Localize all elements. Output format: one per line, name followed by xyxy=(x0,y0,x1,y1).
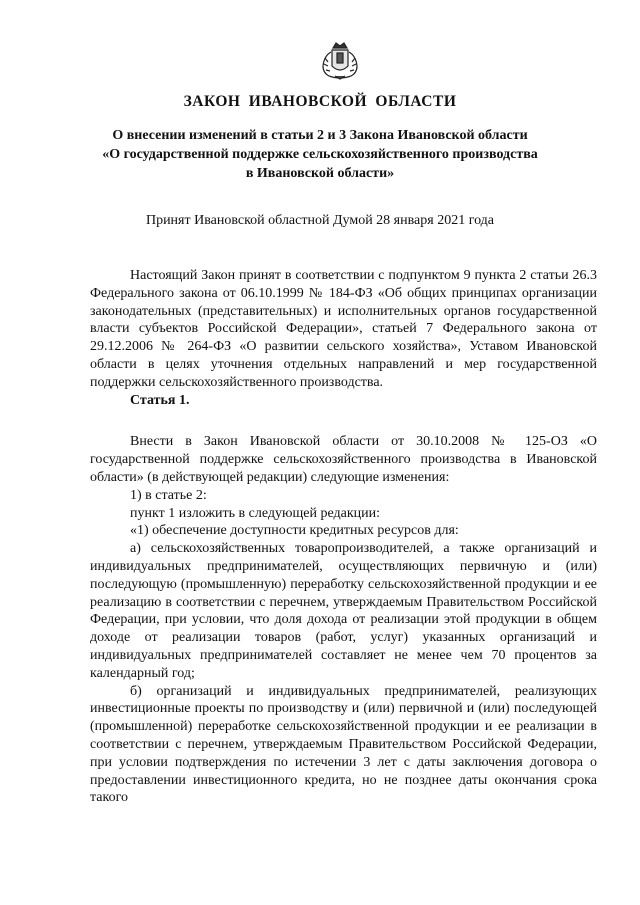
law-title: ЗАКОН ИВАНОВСКОЙ ОБЛАСТИ xyxy=(183,93,457,110)
article-heading: Статья 1. xyxy=(130,392,190,408)
coat-of-arms-icon xyxy=(319,38,361,82)
law-body xyxy=(90,267,597,807)
subpoint-b: б) организаций и индивидуальных предпринимателей, реализующих инвестиционные проекты по производству и (или) первичной и (или) последующей (промышленной) переработке сельскохозяйственной продукции и ее реализации в соответствии с перечнем, утверждаемым Правительством Российской Федерации, при условии подтверждения по истечении 3 лет с даты заключения договора о предоставлении инвестиционного кредита, но не позднее даты окончания срока такого xyxy=(90,683,597,806)
quoted-point-1: «1) обеспечение доступности кредитных ресурсов для: xyxy=(130,523,459,539)
article-intro-paragraph: Внести в Закон Ивановской области от 30.10.2008 № 125-ОЗ «О государственной поддержке сельскохозяйственного производства в Ивановской области» (в действующей редакции) следующие изменения: xyxy=(90,434,597,485)
subpoint-a: а) сельскохозяйственных товаропроизводителей, а также организаций и индивидуальных предпринимателей, осуществляющих первичную и (или) последующую (промышленную) переработку сельскохозяйственной продукции и ее реализацию в соответствии с перечнем, утверждаемым Правительством Российской Федерации, при условии, что доля дохода от реализации этой продукции в общем доходе от реализации товаров (работ, услуг) указанных организаций и индивидуальных предпринимателей составляет не менее чем 70 процентов за календарный год; xyxy=(90,541,597,681)
subtitle-line: в Ивановской области» xyxy=(245,166,395,181)
law-subtitle xyxy=(80,126,560,183)
point-1-instruction: пункт 1 изложить в следующей редакции: xyxy=(130,505,380,521)
subtitle-line: «О государственной поддержке сельскохозяйственного производства xyxy=(102,147,538,162)
preamble-paragraph: Настоящий Закон принят в соответствии с подпунктом 9 пункта 2 статьи 26.3 Федерального закона от 06.10.1999 № 184-ФЗ «Об общих принципах организации законодательных (представительных) и исполнительных органов государственной власти субъектов Российской Федерации», статьей 7 Федерального закона от 29.12.2006 № 264-ФЗ «О развитии сельского хозяйства», Уставом Ивановской области в целях уточнения отдельных направлений и мер государственной поддержки сельскохозяйственного производства. xyxy=(90,268,597,390)
item-1: 1) в статье 2: xyxy=(130,487,207,503)
adoption-statement: Принят Ивановской областной Думой 28 января 2021 года xyxy=(145,213,495,228)
subtitle-line: О внесении изменений в статьи 2 и 3 Закона Ивановской области xyxy=(112,128,528,143)
